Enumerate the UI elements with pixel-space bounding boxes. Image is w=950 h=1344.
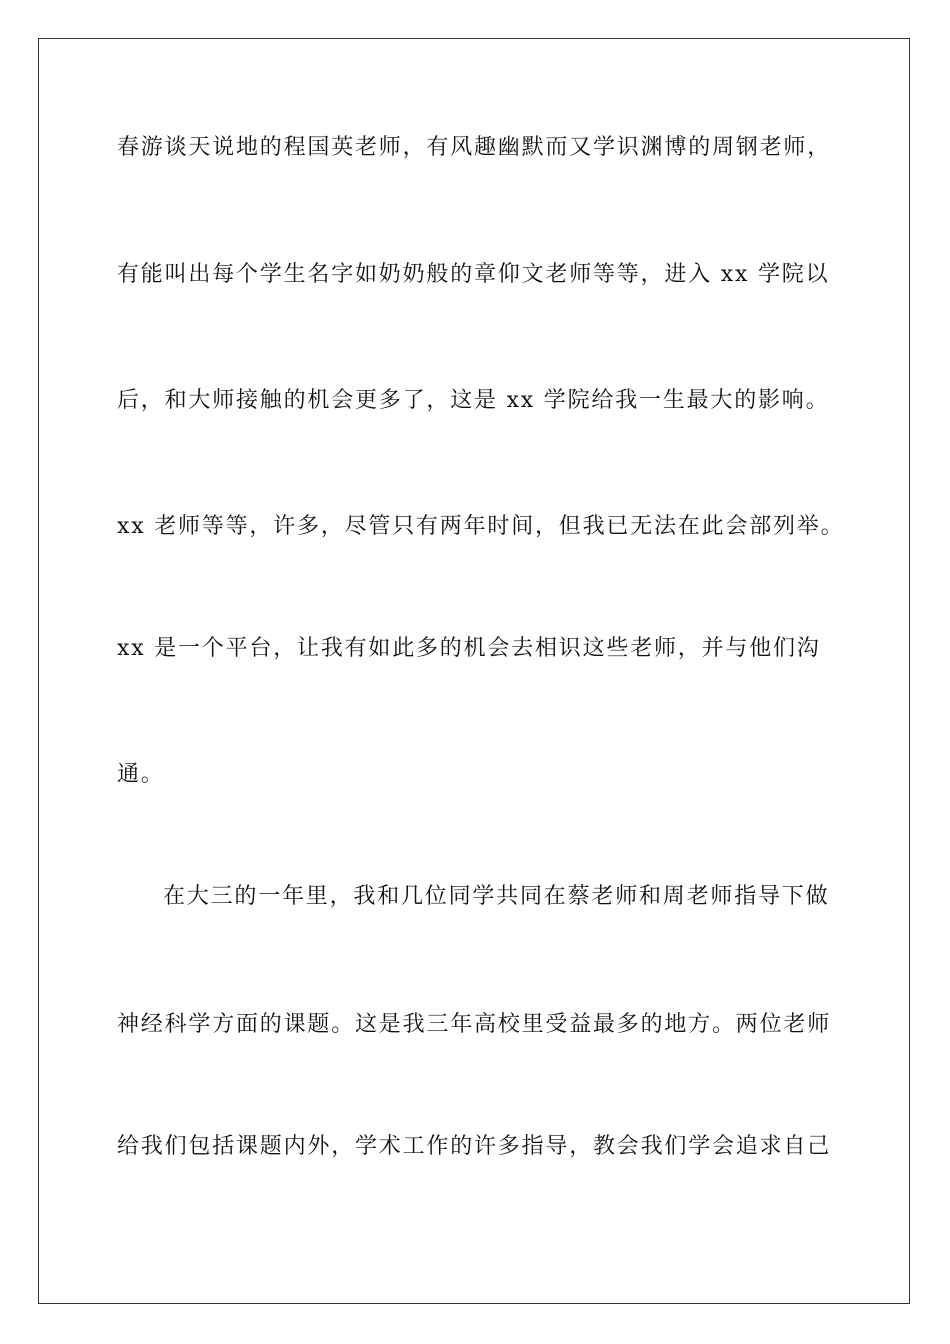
paragraph-line: 在大三的一年里，我和几位同学共同在蔡老师和周老师指导下做	[163, 884, 830, 909]
paragraph-line: 通。	[117, 762, 165, 787]
paragraph-line: 有能叫出每个学生名字如奶奶般的章仰文老师等等，进入 xx 学院以	[117, 262, 830, 287]
paragraph-line: 神经科学方面的课题。这是我三年高校里受益最多的地方。两位老师	[117, 1012, 832, 1037]
paragraph-line: 给我们包括课题内外，学术工作的许多指导，教会我们学会追求自己	[117, 1134, 832, 1159]
paragraph-line: xx 是一个平台，让我有如此多的机会去相识这些老师，并与他们沟	[117, 636, 821, 661]
paragraph-line: 春游谈天说地的程国英老师，有风趣幽默而又学识渊博的周钢老师，	[117, 135, 832, 160]
page-border	[38, 38, 910, 1304]
paragraph-line: 后，和大师接触的机会更多了，这是 xx 学院给我一生最大的影响。	[117, 388, 830, 413]
paragraph-line: xx 老师等等，许多，尽管只有两年时间，但我已无法在此会部列举。	[117, 514, 845, 539]
